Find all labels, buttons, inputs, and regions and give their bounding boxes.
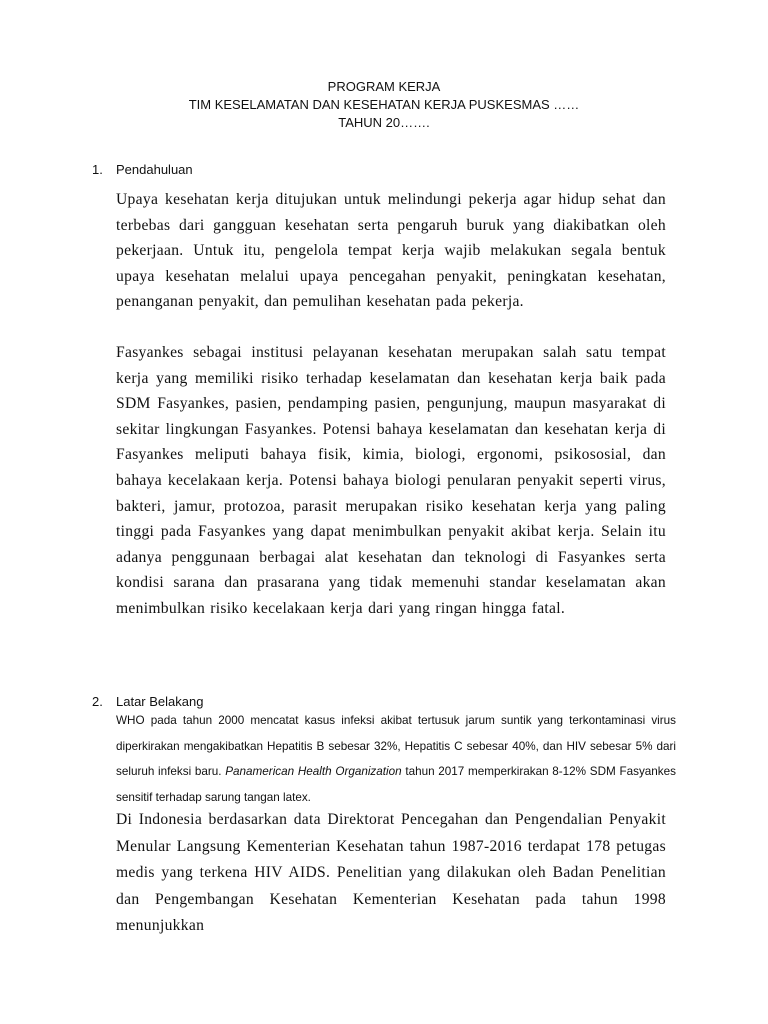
section-2-number: 2. — [92, 694, 103, 709]
section-1-title: Pendahuluan — [116, 162, 193, 177]
section-1-number: 1. — [92, 162, 103, 177]
header-program-title: PROGRAM KERJA — [327, 79, 441, 94]
who-statistics-text: WHO pada tahun 2000 mencatat kasus infeksi akibat tertusuk jarum suntik yang terkontaminasi virus diperkirakan mengakibatkan Hepatitis B sebesar 32%, Hepatitis C sebesar 40%, dan HIV sebesar 5% dari seluruh infeksi baru. — [116, 714, 676, 778]
section-1-paragraph-2: Fasyankes sebagai institusi pelayanan kesehatan merupakan salah satu tempat kerja yang memiliki risiko terhadap keselamatan dan kesehatan kerja baik pada SDM Fasyankes, pasien, pendamping pasien, pengunjung, maupun masyarakat di sekitar lingkungan Fasyankes. Potensi bahaya keselamatan dan kesehatan kerja di Fasyankes meliputi bahaya fisik, kimia, biologi, ergonomi, psikososial, dan bahaya kecelakaan kerja. Potensi bahaya biologi penularan penyakit seperti virus, bakteri, jamur, protozoa, parasit merupakan risiko kesehatan kerja yang paling tinggi pada Fasyankes yang dapat menimbulkan penyakit akibat kerja. Selain itu adanya penggunaan berbagai alat kesehatan dan teknologi di Fasyankes serta kondisi sarana dan prasarana yang tidak memenuhi standar keselamatan akan menimbulkan risiko kecelakaan kerja dari yang ringan hingga fatal. — [116, 344, 666, 617]
section-2-title: Latar Belakang — [116, 694, 204, 709]
section-1-paragraph-1: Upaya kesehatan kerja ditujukan untuk melindungi pekerja agar hidup sehat dan terbebas dari gangguan kesehatan serta pengaruh buruk yang diakibatkan oleh pekerjaan. Untuk itu, pengelola tempat kerja wajib melakukan segala bentuk upaya kesehatan melalui upaya pencegahan penyakit, peningkatan kesehatan, penanganan penyakit, dan pemulihan kesehatan pada pekerja. — [116, 191, 666, 311]
section-2-paragraph-2: Di Indonesia berdasarkan data Direktorat Pencegahan dan Pengendalian Penyakit Menular Langsung Kementerian Kesehatan tahun 1987-2016 terdapat 178 petugas medis yang terkena HIV AIDS. Penelitian yang dilakukan oleh Badan Penelitian dan Pengembangan Kesehatan Kementerian Kesehatan pada tahun 1998 menunjukkan — [116, 811, 666, 934]
section-2-paragraph-1 — [116, 708, 676, 810]
section-1-heading — [92, 162, 193, 177]
organization-name: Panamerican Health Organization — [225, 765, 402, 778]
latex-sensitivity-text: tahun 2017 memperkirakan 8-12% SDM Fasyankes sensitif terhadap sarung tangan latex. — [116, 765, 676, 804]
header-year: TAHUN 20……. — [338, 115, 430, 130]
document-header — [0, 78, 768, 132]
section-2-heading — [92, 694, 203, 709]
header-team-title: TIM KESELAMATAN DAN KESEHATAN KERJA PUSKESMAS …… — [188, 97, 580, 112]
